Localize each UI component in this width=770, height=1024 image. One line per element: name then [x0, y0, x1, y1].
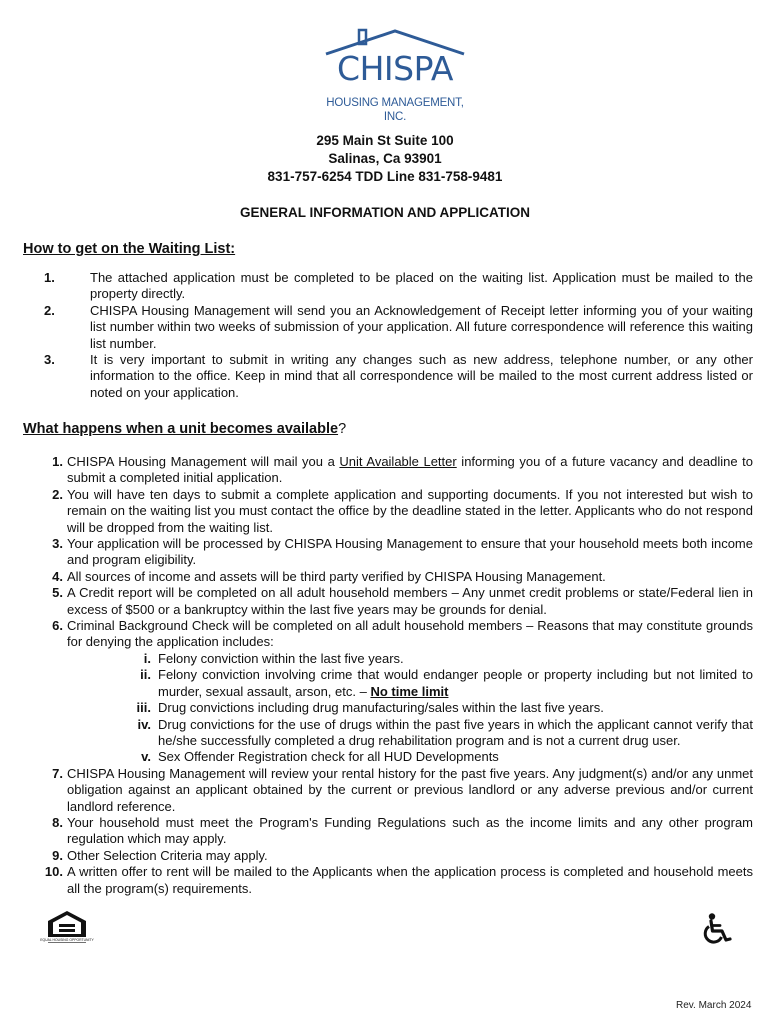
list-text-post: informing you of a future vacancy and deadline to submit a completed initial application. [67, 454, 754, 486]
sub-list-item [23, 749, 753, 765]
list-number: 5. [52, 585, 63, 601]
logo-subtitle: HOUSING MANAGEMENT, INC. [326, 97, 464, 123]
sub-list-item [23, 717, 753, 750]
list-item [23, 270, 753, 303]
chispa-logo [322, 27, 468, 123]
waiting-list-heading: How to get on the Waiting List: [23, 241, 236, 257]
list-number: 3. [44, 352, 55, 368]
list-item [23, 536, 753, 569]
list-item [23, 487, 753, 536]
document-title: GENERAL INFORMATION AND APPLICATION [240, 205, 530, 220]
sub-list-text: Drug convictions for the use of drugs within the past five years in which the applicant cannot verify that he/she successfully completed a drug rehabilitation program and is not a current drug user. [158, 716, 753, 748]
unit-available-steps [23, 454, 753, 897]
list-text: All sources of income and assets will be third party verified by CHISPA Housing Management. [67, 568, 606, 584]
sub-list-text: Felony conviction within the last five years. [158, 650, 404, 666]
list-item [23, 585, 753, 618]
list-text: The attached application must be completed to be placed on the waiting list. Application must be mailed to the property directly. [90, 270, 753, 302]
address-line-1: 295 Main St Suite 100 [316, 133, 454, 148]
address-line-2: Salinas, Ca 93901 [328, 151, 442, 166]
equal-housing-text: EQUAL HOUSING OPPORTUNITY [40, 938, 94, 942]
unit-available-heading [23, 421, 346, 437]
list-number: 8. [52, 814, 63, 830]
no-time-limit-text: No time limit [370, 683, 449, 699]
list-item [23, 352, 753, 401]
phone-line: 831-757-6254 TDD Line 831-758-9481 [267, 169, 503, 184]
list-item [23, 303, 753, 352]
sub-list-number: ii. [140, 667, 151, 683]
sub-list-item [23, 651, 753, 667]
list-text-pre: CHISPA Housing Management will mail you a [67, 454, 340, 469]
sub-list-text: Felony conviction involving crime that would endanger people or property including but not limited to murder, sexual assault, arson, etc. – [158, 667, 753, 699]
sub-list-text: Sex Offender Registration check for all HUD Developments [158, 749, 499, 765]
list-text: Criminal Background Check will be completed on all adult household members – Reasons that may constitute grounds for denying the application includes: [67, 618, 753, 650]
sub-list-item [23, 700, 753, 716]
equal-housing-icon [40, 910, 94, 946]
list-text: Your household must meet the Program's Funding Regulations such as the income limits and any other program regulation which may apply. [67, 814, 753, 847]
list-item [23, 454, 753, 487]
list-item [23, 569, 753, 585]
list-number: 7. [52, 765, 63, 781]
list-number: 1. [44, 270, 55, 285]
sub-list-number: v. [141, 749, 151, 765]
list-text: CHISPA Housing Management will review your rental history for the past five years. Any judgment(s) and/or any unmet obligation against an applicant obtained by the current or previous landlord or any adverse previous and/or current landlord reference. [67, 765, 753, 814]
sub-list-number: iii. [136, 700, 151, 716]
list-item [23, 766, 753, 815]
heading-question-mark: ? [338, 421, 347, 437]
list-number: 6. [52, 618, 63, 634]
list-number: 3. [52, 536, 63, 552]
list-text: A written offer to rent will be mailed to the Applicants when the application process is completed and household meets all the program(s) requirements. [67, 864, 753, 896]
sub-list-number: iv. [137, 716, 151, 732]
list-number: 4. [52, 568, 63, 584]
list-text: A Credit report will be completed on all adult household members – Any unmet credit problems or state/Federal lien in excess of $500 or a bankruptcy within the last five years may be grounds for denial. [67, 585, 753, 617]
list-item [23, 848, 753, 864]
list-number: 1. [52, 454, 63, 469]
unit-available-letter-link: Unit Available Letter [339, 454, 457, 469]
sub-list-item [23, 667, 753, 700]
wheelchair-icon [700, 912, 734, 946]
list-number: 9. [52, 847, 63, 863]
sub-list-number: i. [143, 650, 151, 666]
list-text: It is very important to submit in writing any changes such as new address, telephone number, or any other information to the office. Keep in mind that all correspondence will be mailed to the most current address listed or noted on your application. [90, 352, 753, 400]
sub-list-text: Drug convictions including drug manufacturing/sales within the last five years. [158, 700, 604, 716]
list-text: Other Selection Criteria may apply. [67, 847, 268, 863]
unit-available-heading-text: What happens when a unit becomes available [23, 421, 339, 437]
list-number: 2. [52, 486, 63, 502]
list-number: 2. [44, 302, 55, 318]
waiting-list-steps [23, 270, 753, 401]
list-item [23, 815, 753, 848]
list-item [23, 864, 753, 897]
list-text: You will have ten days to submit a complete application and supporting documents. If you not interested but wish to remain on the waiting list you must contact the office by the deadline stated in the letter. Applicants who do not respond will be dropped from the waiting list. [67, 486, 753, 535]
list-text: CHISPA Housing Management will send you an Acknowledgement of Receipt letter informing you of your waiting list number within two weeks of submission of your application. All future correspondence will reference this waiting list number. [90, 302, 753, 351]
revision-date: Rev. March 2024 [676, 1000, 752, 1011]
logo-name: CHISPA [337, 49, 453, 88]
list-number: 10. [44, 864, 63, 880]
list-text: Your application will be processed by CHISPA Housing Management to ensure that your household meets both income and program eligibility. [67, 536, 753, 568]
list-item [23, 618, 753, 651]
